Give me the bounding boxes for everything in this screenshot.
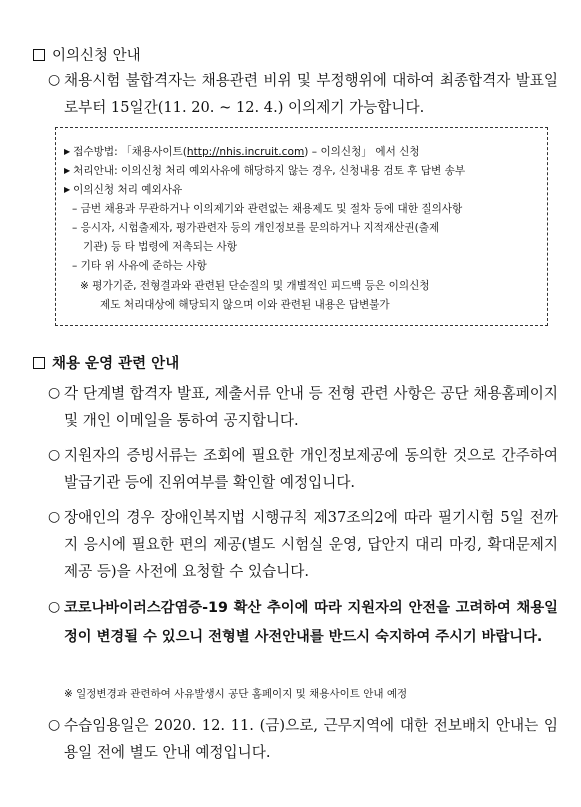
circle-bullet-icon: ○ xyxy=(48,385,61,401)
schedule-change-note: ※ 일정변경과 관련하여 사유발생시 공단 홈페이지 및 채용사이트 안내 예정 xyxy=(64,688,408,700)
section-heading-operations xyxy=(33,352,179,373)
recruit-site-link[interactable]: http://nhis.incruit.com xyxy=(186,146,305,158)
objection-paragraph xyxy=(48,67,558,121)
circle-bullet-icon: ○ xyxy=(48,509,61,525)
objection-info-box xyxy=(55,127,548,326)
heading-text: 채용 운영 관련 안내 xyxy=(52,356,180,372)
paragraph-text: 채용시험 불합격자는 채용관련 비위 및 부정행위에 대하여 최종합격자 발표일로부터 15일간(11. 20. ~ 12. 4.) 이의제기 가능합니다. xyxy=(64,72,558,116)
exception-item: – 기타 위 사유에 준하는 사항 xyxy=(72,260,207,272)
notice-item xyxy=(48,380,558,434)
circle-bullet-icon: ○ xyxy=(48,599,61,615)
notice-item-emphasis xyxy=(48,594,558,652)
process-line: ▶ 처리안내: 이의신청 처리 예외사유에 해당하지 않는 경우, 신청내용 검토 후 답변 송부 xyxy=(64,165,466,177)
circle-bullet-icon: ○ xyxy=(48,72,61,88)
exception-item: – 금번 채용과 무관하거나 이의제기와 관련없는 채용제도 및 절차 등에 대한 질의사항 xyxy=(72,203,463,215)
checkbox-square-icon xyxy=(33,357,45,369)
notice-text: 코로나바이러스감염증-19 확산 추이에 따라 지원자의 안전을 고려하여 채용일정이 변경될 수 있으니 전형별 사전안내를 반드시 숙지하여 주시기 바랍니다. xyxy=(64,600,558,645)
notice-text: 수습임용일은 2020. 12. 11. (금)으로, 근무지역에 대한 전보배치 안내는 임용일 전에 별도 안내 예정입니다. xyxy=(64,717,558,761)
exception-item: – 응시자, 시험출제자, 평가관련자 등의 개인정보를 문의하거나 지적재산권(출제 xyxy=(72,222,440,234)
box-note: ※ 평가기준, 전형결과와 관련된 단순질의 및 개별적인 피드백 등은 이의신청 xyxy=(80,280,430,292)
checkbox-square-icon xyxy=(33,49,45,61)
triangle-bullet-icon: ▶ xyxy=(64,166,71,175)
section-heading-objection xyxy=(33,44,141,65)
box-note-cont: 제도 처리대상에 해당되지 않으며 이와 관련된 내용은 답변불가 xyxy=(100,299,390,311)
heading-text: 이의신청 안내 xyxy=(52,48,141,64)
triangle-bullet-icon: ▶ xyxy=(64,185,71,194)
exception-item-cont: 기관) 등 타 법령에 저촉되는 사항 xyxy=(83,241,238,253)
notice-text: 지원자의 증빙서류는 조회에 필요한 개인정보제공에 동의한 것으로 간주하여 발급기관 등에 진위여부를 확인할 예정입니다. xyxy=(64,447,558,491)
notice-item xyxy=(48,442,558,496)
notice-text: 각 단계별 합격자 발표, 제출서류 안내 등 전형 관련 사항은 공단 채용홈페이지 및 개인 이메일을 통하여 공지합니다. xyxy=(64,385,558,429)
notice-item xyxy=(48,504,558,585)
circle-bullet-icon: ○ xyxy=(48,447,61,463)
notice-text: 장애인의 경우 장애인복지법 시행규칙 제37조의2에 따라 필기시험 5일 전까지 응시에 필요한 편의 제공(별도 시험실 운영, 답안지 대리 마킹, 확대문제지 제공 등)을 사전에 요청할 수 있습니다. xyxy=(64,509,558,580)
triangle-bullet-icon: ▶ xyxy=(64,147,71,156)
exceptions-title: ▶ 이의신청 처리 예외사유 xyxy=(64,184,183,196)
circle-bullet-icon: ○ xyxy=(48,717,61,733)
method-line: ▶ 접수방법: 「채용사이트(http://nhis.incruit.com) – 이의신청」 에서 신청 xyxy=(64,146,420,158)
notice-item xyxy=(48,712,558,766)
